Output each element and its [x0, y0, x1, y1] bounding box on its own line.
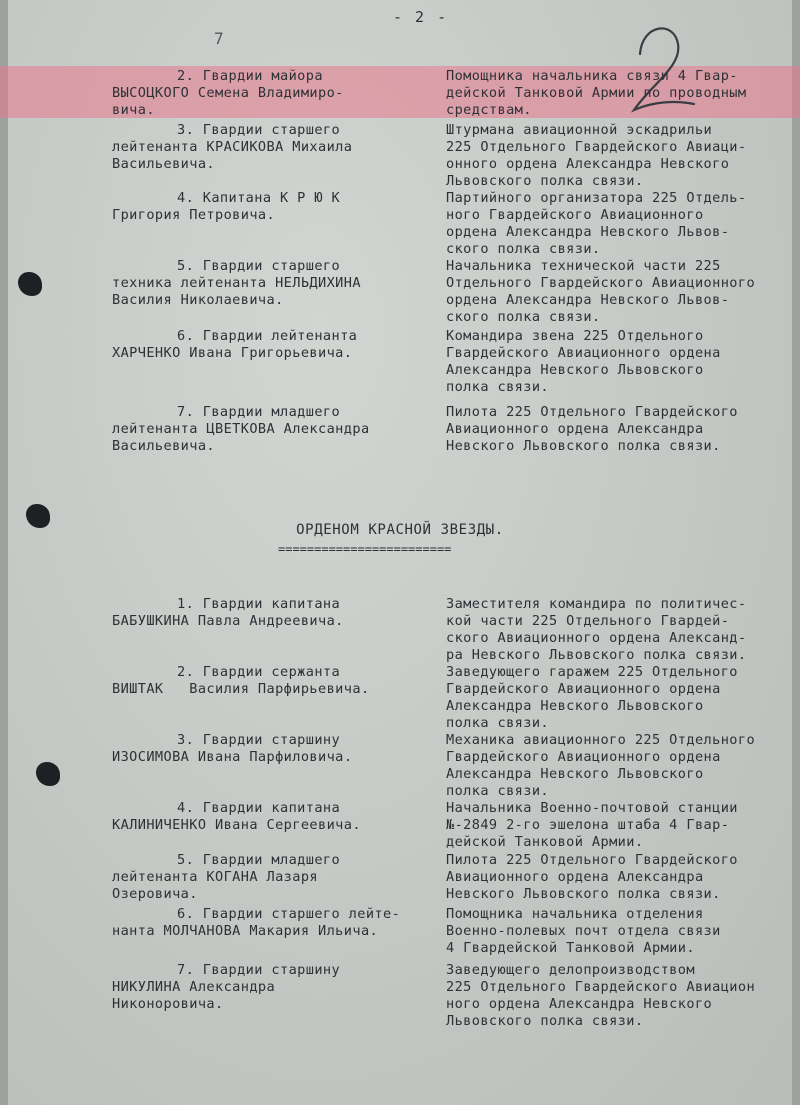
page-number: - 2 -	[393, 8, 449, 26]
recipient-position	[446, 852, 796, 903]
recipient-name-line: вича.	[112, 102, 155, 118]
recipient-position-line: Начальника Военно-почтовой станции	[446, 800, 738, 816]
recipient-name-line: Васильевича.	[112, 156, 216, 172]
punch-hole	[36, 762, 60, 786]
recipient-position-line: Помощника начальника отделения	[446, 906, 704, 922]
recipient-position-line: кой части 225 Отдельного Гвардей-	[446, 613, 730, 629]
recipient-position-line: дейской Танковой Армии по проводным	[446, 85, 747, 101]
recipient-position-line: средствам.	[446, 102, 532, 118]
recipient-position-line: полка связи.	[446, 715, 550, 731]
recipient-position-line: полка связи.	[446, 783, 550, 799]
recipient-name	[112, 596, 442, 630]
recipient-name-line: БАБУШКИНА Павла Андреевича.	[112, 613, 344, 629]
recipient-name-line: Василия Николаевича.	[112, 292, 284, 308]
recipient-name-line: 7. Гвардии младшего	[177, 404, 341, 420]
recipient-name	[112, 190, 442, 224]
recipient-name-line: техника лейтенанта НЕЛЬДИХИНА	[112, 275, 361, 291]
recipient-name	[112, 800, 442, 834]
recipient-position	[446, 962, 796, 1030]
recipient-position-line: Невского Львовского полка связи.	[446, 886, 721, 902]
recipient-name-line: 6. Гвардии лейтенанта	[177, 328, 358, 344]
recipient-position-line: Военно-полевых почт отдела связи	[446, 923, 721, 939]
recipient-position-line: ского полка связи.	[446, 309, 601, 325]
recipient-name-line: ХАРЧЕНКО Ивана Григорьевича.	[112, 345, 353, 361]
recipient-name-line: 3. Гвардии старшего	[177, 122, 341, 138]
recipient-position	[446, 732, 796, 800]
recipient-name-line: Васильевича.	[112, 438, 216, 454]
recipient-name-line: 2. Гвардии майора	[177, 68, 323, 84]
recipient-position-line: полка связи.	[446, 379, 550, 395]
recipient-name-line: ВИШТАК Василия Парфирьевича.	[112, 681, 370, 697]
recipient-name-line: 6. Гвардии старшего лейте-	[177, 906, 401, 922]
recipient-name	[112, 258, 442, 309]
recipient-name-line: Григория Петровича.	[112, 207, 276, 223]
recipient-name	[112, 962, 442, 1013]
recipient-position-line: Пилота 225 Отдельного Гвардейского	[446, 404, 738, 420]
section-underline: ========================	[278, 542, 452, 556]
recipient-name-line: 5. Гвардии старшего	[177, 258, 341, 274]
recipient-position-line: Гвардейского Авиационного ордена	[446, 681, 721, 697]
recipient-position-line: Авиационного ордена Александра	[446, 421, 704, 437]
recipient-name	[112, 122, 442, 173]
recipient-name-line: лейтенанта ЦВЕТКОВА Александра	[112, 421, 370, 437]
recipient-position	[446, 800, 796, 851]
recipient-position-line: Александра Невского Львовского	[446, 362, 704, 378]
recipient-position-line: 225 Отдельного Гвардейского Авиацион	[446, 979, 756, 995]
recipient-position-line: дейской Танковой Армии.	[446, 834, 644, 850]
punch-hole	[26, 504, 50, 528]
recipient-name-line: ИЗОСИМОВА Ивана Парфиловича.	[112, 749, 353, 765]
recipient-position-line: Гвардейского Авиационного ордена	[446, 345, 721, 361]
recipient-name-line: 4. Гвардии капитана	[177, 800, 341, 816]
recipient-name-line: 2. Гвардии сержанта	[177, 664, 341, 680]
margin-mark: 7	[214, 29, 225, 48]
recipient-position	[446, 404, 796, 455]
recipient-position	[446, 258, 796, 326]
recipient-position-line: ордена Александра Невского Львов-	[446, 292, 730, 308]
recipient-position-line: ордена Александра Невского Львов-	[446, 224, 730, 240]
recipient-position	[446, 122, 796, 190]
punch-hole	[18, 272, 42, 296]
recipient-position-line: онного ордена Александра Невского	[446, 156, 730, 172]
recipient-name-line: 3. Гвардии старшину	[177, 732, 341, 748]
recipient-position-line: Гвардейского Авиационного ордена	[446, 749, 721, 765]
recipient-name-line: КАЛИНИЧЕНКО Ивана Сергеевича.	[112, 817, 361, 833]
recipient-position	[446, 596, 796, 664]
recipient-name	[112, 404, 442, 455]
recipient-position-line: Начальника технической части 225	[446, 258, 721, 274]
recipient-name-line: 5. Гвардии младшего	[177, 852, 341, 868]
recipient-name-line: Озеровича.	[112, 886, 198, 902]
recipient-position-line: Отдельного Гвардейского Авиационного	[446, 275, 756, 291]
recipient-position-line: Заведующего делопроизводством	[446, 962, 695, 978]
recipient-position-line: Помощника начальника связи 4 Гвар-	[446, 68, 738, 84]
recipient-position-line: 225 Отдельного Гвардейского Авиаци-	[446, 139, 747, 155]
recipient-position-line: №-2849 2-го эшелона штаба 4 Гвар-	[446, 817, 730, 833]
recipient-position-line: Механика авиационного 225 Отдельного	[446, 732, 756, 748]
recipient-position	[446, 68, 796, 119]
recipient-position-line: Львовского полка связи.	[446, 173, 644, 189]
recipient-position-line: Невского Львовского полка связи.	[446, 438, 721, 454]
recipient-position	[446, 906, 796, 957]
recipient-name-line: нанта МОЛЧАНОВА Макария Ильича.	[112, 923, 379, 939]
recipient-position-line: Пилота 225 Отдельного Гвардейского	[446, 852, 738, 868]
recipient-name-line: НИКУЛИНА Александра	[112, 979, 276, 995]
recipient-position-line: Александра Невского Львовского	[446, 698, 704, 714]
recipient-position	[446, 328, 796, 396]
recipient-position-line: Штурмана авиационной эскадрильи	[446, 122, 713, 138]
recipient-position-line: ного Гвардейского Авиационного	[446, 207, 704, 223]
recipient-position-line: Авиационного ордена Александра	[446, 869, 704, 885]
recipient-name-line: лейтенанта КРАСИКОВА Михаила	[112, 139, 353, 155]
recipient-position	[446, 190, 796, 258]
recipient-name-line: 7. Гвардии старшину	[177, 962, 341, 978]
recipient-name-line: Никоноровича.	[112, 996, 224, 1012]
section-heading: ОРДЕНОМ КРАСНОЙ ЗВЕЗДЫ.	[296, 522, 504, 538]
recipient-name	[112, 328, 442, 362]
recipient-name-line: лейтенанта КОГАНА Лазаря	[112, 869, 319, 885]
recipient-name	[112, 664, 442, 698]
recipient-position-line: ра Невского Львовского полка связи.	[446, 647, 747, 663]
recipient-name-line: 1. Гвардии капитана	[177, 596, 341, 612]
recipient-position-line: ского Авиационного ордена Александ-	[446, 630, 747, 646]
recipient-position-line: Командира звена 225 Отдельного	[446, 328, 704, 344]
recipient-name-line: ВЫСОЦКОГО Семена Владимиро-	[112, 85, 344, 101]
recipient-position-line: ного ордена Александра Невского	[446, 996, 713, 1012]
recipient-position-line: Львовского полка связи.	[446, 1013, 644, 1029]
recipient-position-line: ского полка связи.	[446, 241, 601, 257]
recipient-position-line: 4 Гвардейской Танковой Армии.	[446, 940, 695, 956]
recipient-position-line: Александра Невского Львовского	[446, 766, 704, 782]
recipient-position-line: Партийного организатора 225 Отдель-	[446, 190, 747, 206]
recipient-position	[446, 664, 796, 732]
recipient-name	[112, 906, 442, 940]
recipient-name	[112, 732, 442, 766]
recipient-position-line: Заведующего гаражем 225 Отдельного	[446, 664, 738, 680]
recipient-name	[112, 852, 442, 903]
left-scan-edge	[0, 0, 8, 1105]
recipient-name	[112, 68, 442, 119]
recipient-name-line: 4. Капитана К Р Ю К	[177, 190, 341, 206]
recipient-position-line: Заместителя командира по политичес-	[446, 596, 747, 612]
